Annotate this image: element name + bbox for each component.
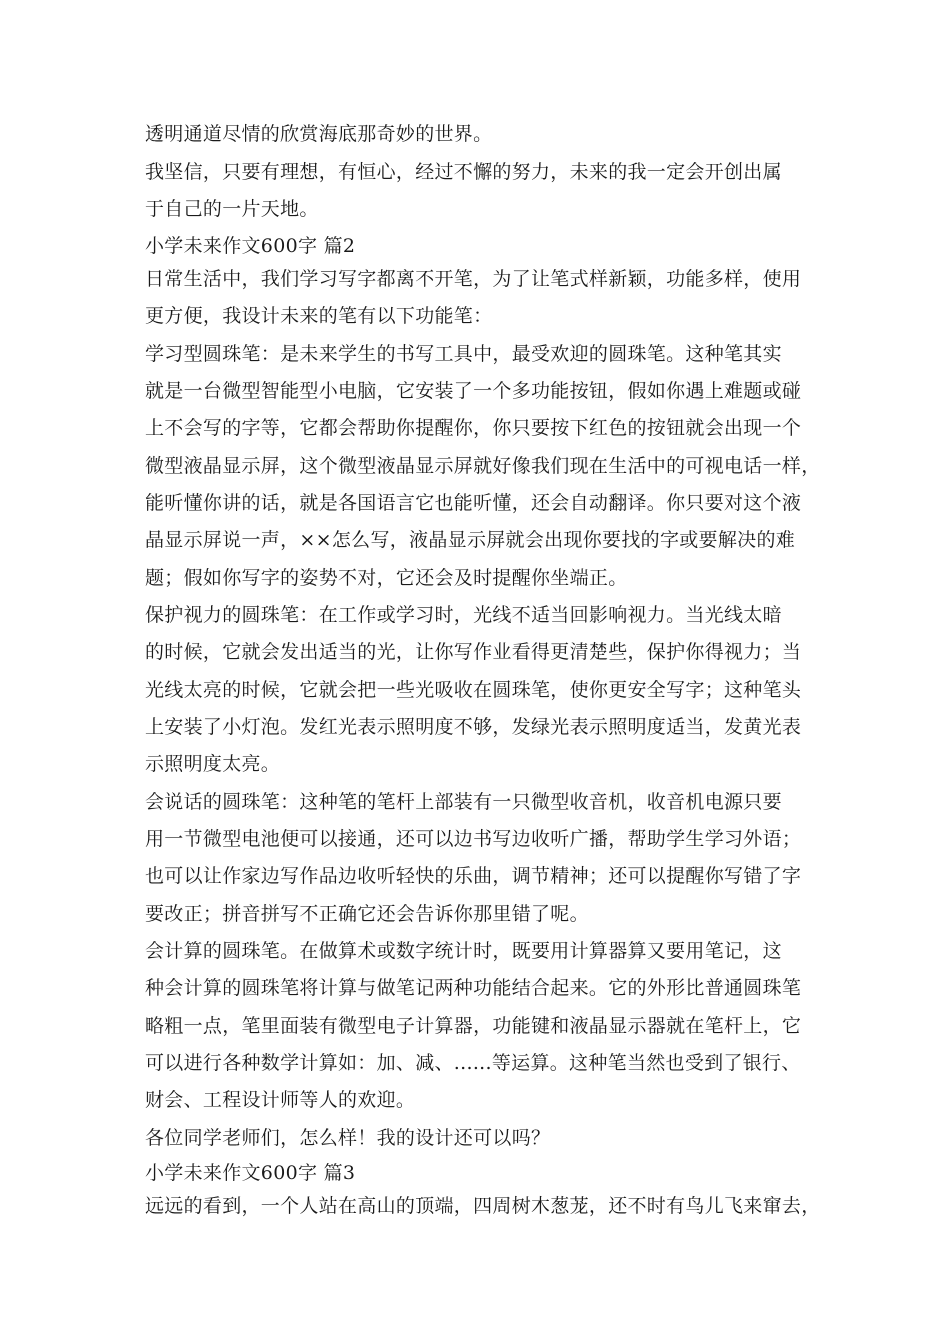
text-line: 光线太亮的时候，它就会把一些光吸收在圆珠笔，使你更安全写字；这种笔头	[145, 679, 802, 701]
text-line: 各位同学老师们，怎么样！我的设计还可以吗？	[145, 1127, 551, 1149]
text-line: 就是一台微型智能型小电脑，它安装了一个多功能按钮，假如你遇上难题或碰	[145, 380, 802, 402]
text-line: 上安装了小灯泡。发红光表示照明度不够，发绿光表示照明度适当，发黄光表	[145, 716, 802, 738]
text-line: 晶显示屏说一声，××怎么写，液晶显示屏就会出现你要找的字或要解决的难	[145, 529, 796, 551]
text-line: 会计算的圆珠笔。在做算术或数字统计时，既要用计算器算又要用笔记，这	[145, 940, 782, 962]
text-line: 示照明度太亮。	[145, 753, 281, 775]
text-line: 于自己的一片天地。	[145, 198, 319, 220]
text-line: 更方便，我设计未来的笔有以下功能笔：	[145, 305, 493, 327]
text-line: 也可以让作家边写作品边收听轻快的乐曲，调节精神；还可以提醒你写错了字	[145, 865, 802, 887]
text-line: 微型液晶显示屏，这个微型液晶显示屏就好像我们现在生活中的可视电话一样，	[145, 455, 821, 477]
text-line: 种会计算的圆珠笔将计算与做笔记两种功能结合起来。它的外形比普通圆珠笔	[145, 977, 802, 999]
text-line: 学习型圆珠笔：是未来学生的书写工具中，最受欢迎的圆珠笔。这种笔其实	[145, 343, 782, 365]
text-line: 可以进行各种数学计算如：加、减、......等运算。这种笔当然也受到了银行、	[145, 1052, 801, 1074]
section-heading: 小学未来作文600字 篇3	[145, 1162, 356, 1184]
text-line: 我坚信，只要有理想，有恒心，经过不懈的努力，未来的我一定会开创出属	[145, 161, 782, 183]
text-line: 题；假如你写字的姿势不对，它还会及时提醒你坐端正。	[145, 567, 628, 589]
text-line: 透明通道尽情的欣赏海底那奇妙的世界。	[145, 123, 493, 145]
text-line: 远远的看到，一个人站在高山的顶端，四周树木葱茏，还不时有鸟儿飞来窜去，	[145, 1195, 821, 1217]
text-line: 上不会写的字等，它都会帮助你提醒你，你只要按下红色的按钮就会出现一个	[145, 417, 802, 439]
text-line: 要改正；拼音拼写不正确它还会告诉你那里错了呢。	[145, 903, 589, 925]
text-line: 的时候，它就会发出适当的光，让你写作业看得更清楚些，保护你得视力；当	[145, 641, 802, 663]
text-line: 能听懂你讲的话，就是各国语言它也能听懂，还会自动翻译。你只要对这个液	[145, 492, 802, 514]
text-line: 用一节微型电池便可以接通，还可以边书写边收听广播，帮助学生学习外语；	[145, 828, 802, 850]
text-line: 略粗一点，笔里面装有微型电子计算器，功能键和液晶显示器就在笔杆上，它	[145, 1015, 802, 1037]
text-line: 会说话的圆珠笔：这种笔的笔杆上部装有一只微型收音机，收音机电源只要	[145, 791, 782, 813]
text-line: 财会、工程设计师等人的欢迎。	[145, 1089, 416, 1111]
section-heading: 小学未来作文600字 篇2	[145, 235, 356, 257]
text-line: 保护视力的圆珠笔：在工作或学习时，光线不适当回影响视力。当光线太暗	[145, 604, 782, 626]
text-line: 日常生活中，我们学习写字都离不开笔，为了让笔式样新颖，功能多样，使用	[145, 268, 802, 290]
